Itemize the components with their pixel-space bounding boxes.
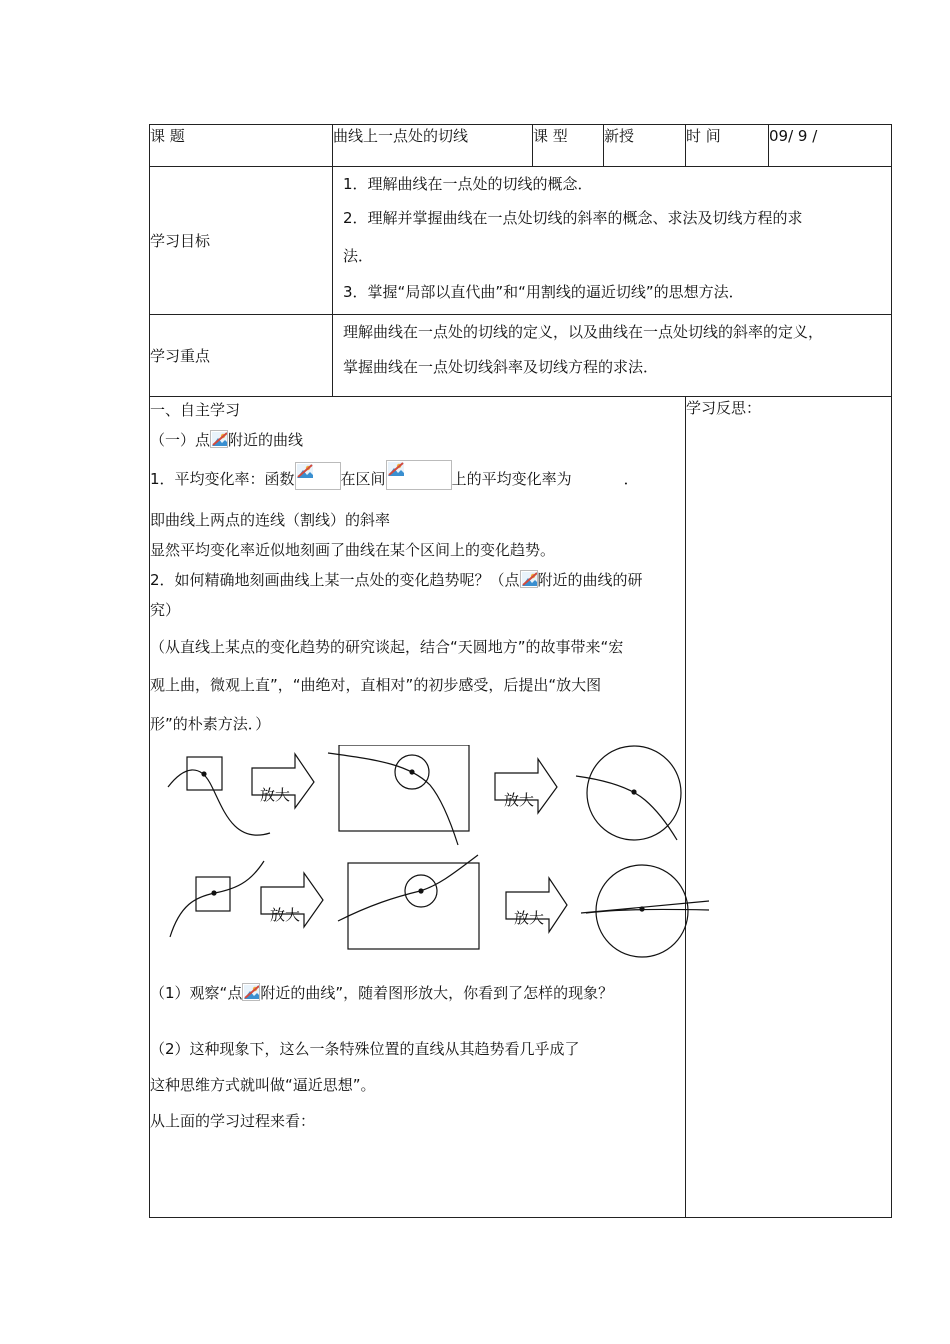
average-rate-line bbox=[150, 457, 685, 501]
objective-item: 法． bbox=[343, 247, 374, 265]
broken-image-icon bbox=[520, 570, 538, 588]
type-value: 新授 bbox=[604, 127, 635, 145]
observation-line bbox=[150, 978, 685, 1008]
observation-part: 附近的曲线”，随着图形放大，你看到了怎样的现象？ bbox=[260, 984, 614, 1002]
broken-image-icon bbox=[295, 462, 341, 490]
broken-image-icon bbox=[242, 983, 260, 1001]
enlarge-label: 放大 bbox=[504, 791, 535, 809]
average-rate-part: 上的平均变化率为 bbox=[451, 470, 572, 488]
enlarge-label: 放大 bbox=[514, 909, 545, 927]
question-2-part: 2．如何精确地刻画曲线上某一点处的变化趋势呢？（点 bbox=[150, 571, 520, 589]
enlarged-rectangle bbox=[348, 863, 479, 949]
time-label: 时 间 bbox=[686, 127, 721, 145]
phenomenon-line: （2）这种现象下，这么一条特殊位置的直线从其趋势看几乎成了 bbox=[150, 1040, 580, 1058]
explanation-line: （从直线上某点的变化趋势的研究谈起，结合“天圆地方”的故事带来“宏 bbox=[150, 638, 624, 656]
explanation-line: 形”的朴素方法．） bbox=[150, 715, 271, 733]
objective-item: 3．掌握“局部以直代曲”和“用割线的逼近切线”的思想方法． bbox=[343, 283, 744, 301]
secant-line: 即曲线上两点的连线（割线）的斜率 bbox=[150, 511, 391, 529]
section-title: 一、自主学习 bbox=[150, 401, 241, 419]
key-points-label-cell bbox=[150, 315, 333, 397]
reflection-cell bbox=[686, 397, 892, 1218]
objectives-label: 学习目标 bbox=[150, 231, 211, 250]
reflection-label: 学习反思： bbox=[686, 399, 762, 417]
point bbox=[409, 769, 414, 774]
subsection-title-part: 附近的曲线 bbox=[228, 431, 304, 449]
observation-part: （1）观察“点 bbox=[150, 984, 243, 1002]
curve bbox=[170, 861, 264, 937]
time-value: 09/ 9 / bbox=[769, 127, 818, 145]
explanation-line: 观上曲，微观上直”，“曲绝对，直相对”的初步感受，后提出“放大图 bbox=[150, 676, 602, 694]
point bbox=[631, 789, 636, 794]
diagram-row-1 bbox=[168, 745, 681, 845]
objective-item: 1．理解曲线在一点处的切线的概念． bbox=[343, 175, 593, 193]
subject-label: 课 题 bbox=[150, 127, 185, 145]
obvious-line: 显然平均变化率近似地刻画了曲线在某个区间上的变化趋势。 bbox=[150, 541, 556, 559]
point bbox=[639, 906, 644, 911]
average-rate-part: 1．平均变化率：函数 bbox=[150, 470, 295, 488]
curve bbox=[338, 855, 478, 921]
type-value-cell bbox=[604, 125, 686, 167]
question-2-line bbox=[150, 565, 685, 595]
subject-value: 曲线上一点处的切线 bbox=[333, 127, 469, 145]
time-value-cell bbox=[769, 125, 892, 167]
enlarge-diagram bbox=[140, 745, 710, 970]
point bbox=[211, 890, 216, 895]
key-points-content-cell bbox=[333, 315, 892, 397]
key-point-line: 掌握曲线在一点处切线斜率及切线方程的求法． bbox=[343, 358, 659, 376]
subsection-title bbox=[150, 423, 685, 457]
key-points-row bbox=[150, 315, 892, 397]
average-rate-part: ． bbox=[623, 470, 639, 488]
broken-image-icon bbox=[386, 460, 452, 490]
average-rate-part: 在区间 bbox=[340, 470, 386, 488]
objective-item: 2．理解并掌握曲线在一点处切线的斜率的概念、求法及切线方程的求 bbox=[343, 209, 803, 227]
objectives-row bbox=[150, 167, 892, 315]
type-label-cell bbox=[533, 125, 604, 167]
subject-label-cell bbox=[150, 125, 333, 167]
time-label-cell bbox=[686, 125, 769, 167]
question-2-part: 附近的曲线的研 bbox=[537, 571, 643, 589]
main-row bbox=[150, 397, 892, 1218]
objectives-content-cell bbox=[333, 167, 892, 315]
point bbox=[201, 771, 206, 776]
main-content-cell bbox=[150, 397, 686, 1218]
subject-value-cell bbox=[333, 125, 533, 167]
point bbox=[418, 888, 423, 893]
question-2-continued: 究） bbox=[150, 601, 181, 619]
type-label: 课 型 bbox=[533, 127, 568, 145]
process-line: 从上面的学习过程来看： bbox=[150, 1112, 316, 1130]
subsection-title-part: （一）点 bbox=[150, 431, 211, 449]
lesson-plan-table bbox=[149, 124, 892, 1218]
approach-line: 这种思维方式就叫做“逼近思想”。 bbox=[150, 1076, 376, 1094]
curve bbox=[168, 770, 270, 835]
key-point-line: 理解曲线在一点处的切线的定义，以及曲线在一点处切线的斜率的定义， bbox=[343, 323, 824, 341]
diagram-row-2 bbox=[170, 855, 709, 957]
key-points-label: 学习重点 bbox=[150, 346, 211, 365]
objectives-label-cell bbox=[150, 167, 333, 315]
enlarge-label: 放大 bbox=[270, 906, 301, 924]
enlarge-label: 放大 bbox=[260, 786, 291, 804]
header-row bbox=[150, 125, 892, 167]
broken-image-icon bbox=[210, 430, 228, 448]
